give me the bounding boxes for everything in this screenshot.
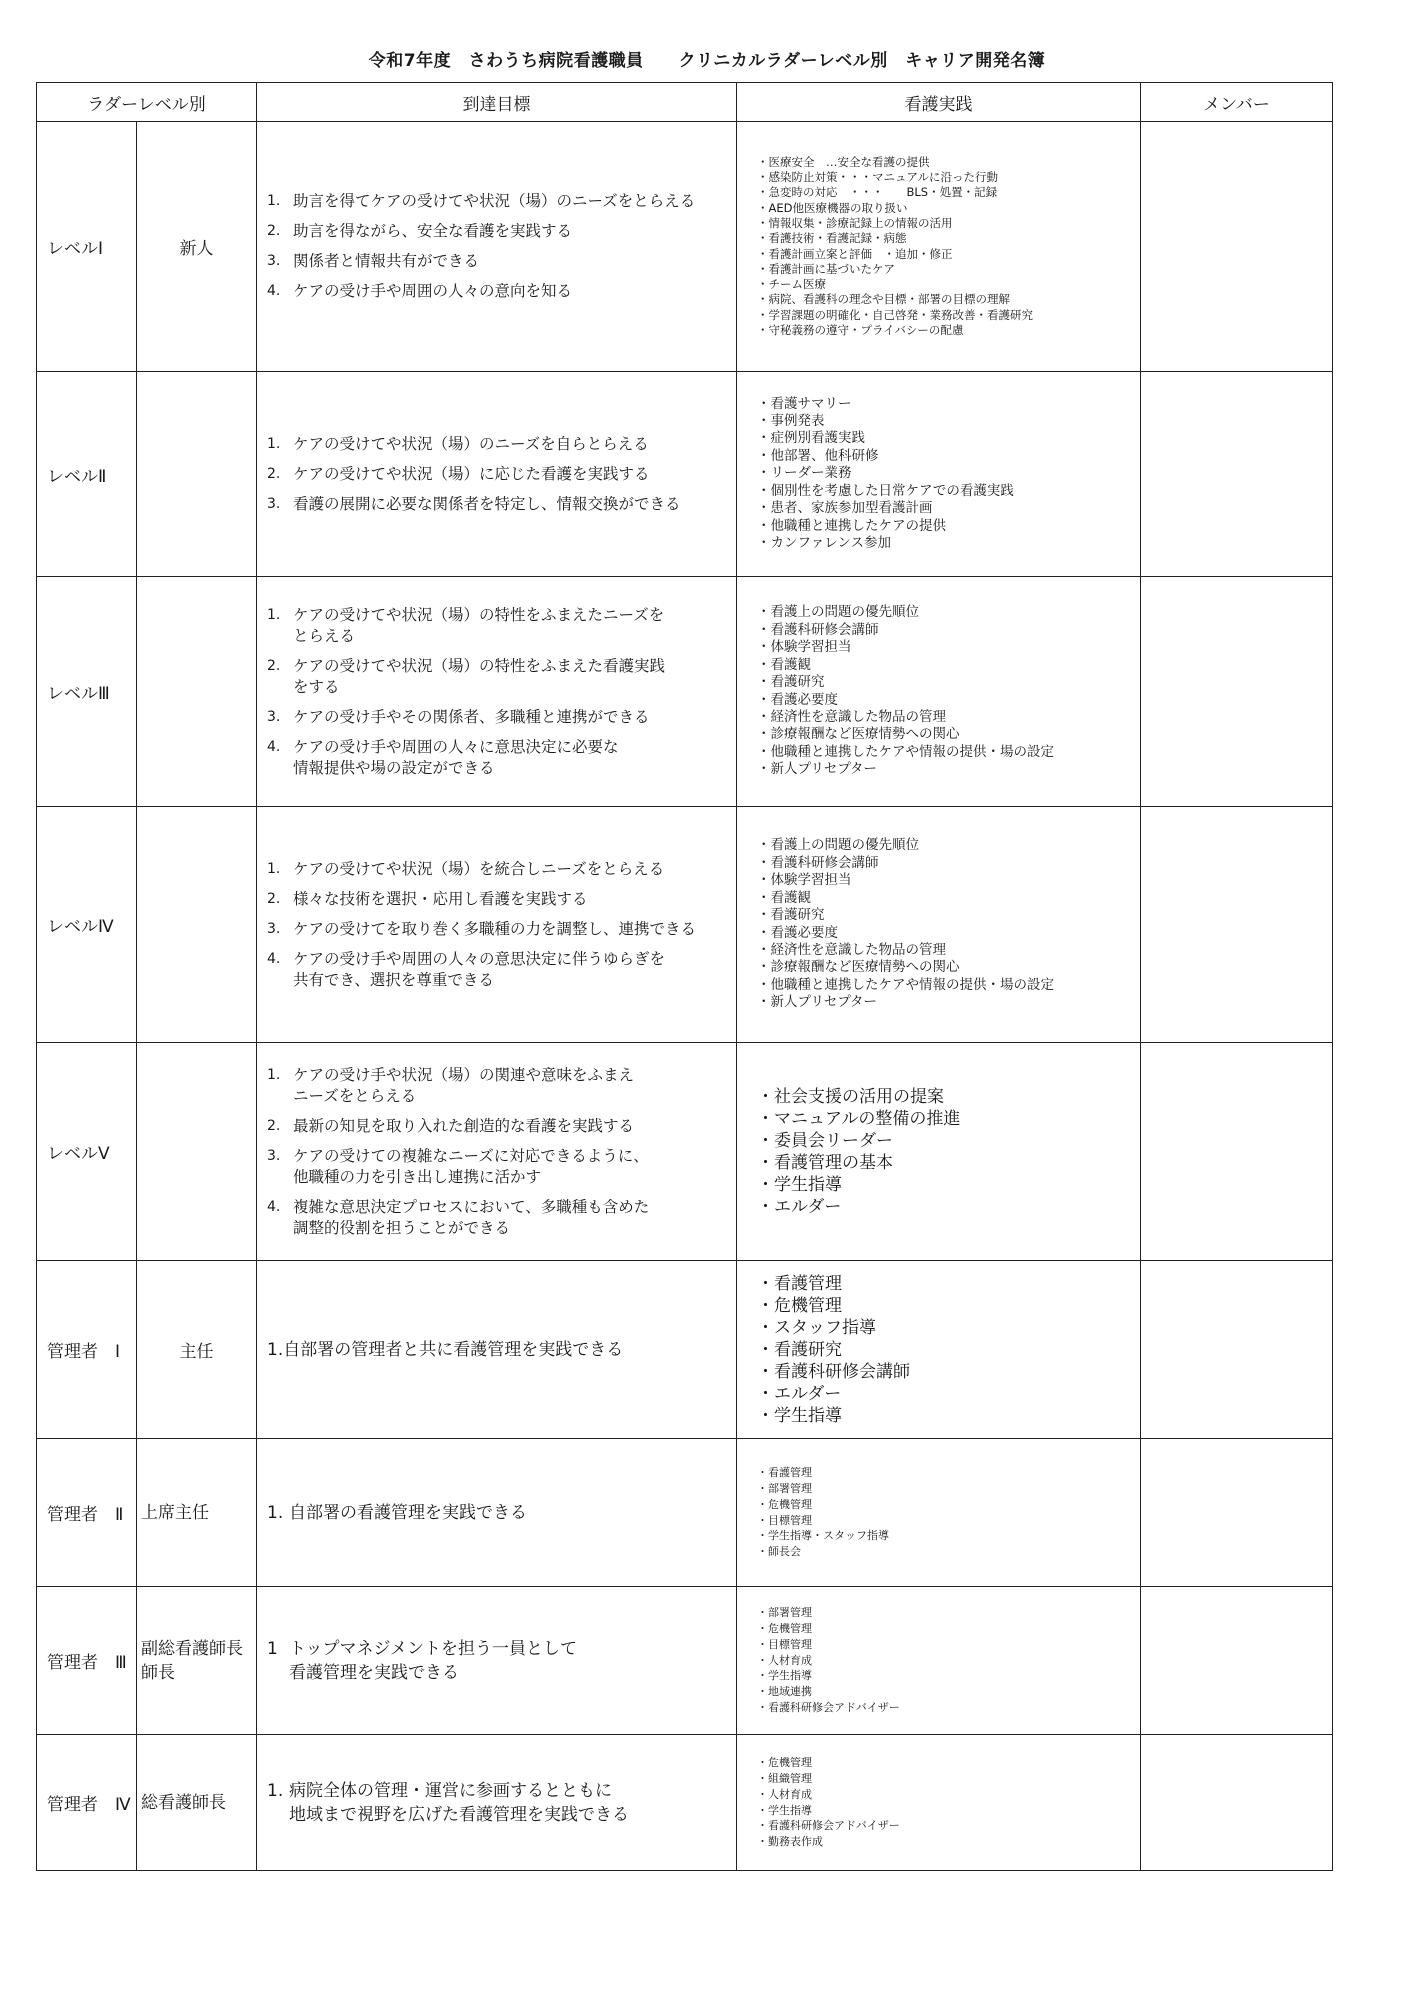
- practice-item: ・看護計画に基づいたケア: [757, 261, 895, 276]
- goal-number: 1.: [267, 1502, 284, 1523]
- goal-number: 1.: [267, 435, 281, 452]
- member-cell[interactable]: [1141, 807, 1333, 1043]
- goal-text: ケアの受けてを取り巻く多職種の力を調整し、連携できる: [293, 919, 697, 938]
- level-role: 総看護師長: [137, 1735, 257, 1871]
- goal-item: [267, 1116, 730, 1137]
- goal-text: 1.自部署の管理者と共に看護管理を実践できる: [267, 1339, 624, 1360]
- goal-item: [267, 251, 730, 272]
- ladder-row: [37, 1043, 1333, 1261]
- header-goal: 到達目標: [257, 83, 737, 122]
- ladder-row: [37, 122, 1333, 372]
- practice-item: ・学生指導: [757, 1803, 812, 1817]
- practice-item: ・エルダー: [757, 1196, 842, 1217]
- practice-item: ・目標管理: [757, 1513, 812, 1527]
- practice-item: ・看護科研修会講師: [757, 621, 879, 638]
- level-name: レベルⅤ: [37, 1043, 137, 1261]
- header-row: [37, 83, 1333, 122]
- goal-number: 1.: [267, 606, 281, 623]
- goal-cell: [257, 577, 737, 807]
- practice-item: ・地域連携: [757, 1685, 812, 1699]
- practice-item: ・看護観: [757, 889, 811, 906]
- level-name: 管理者 Ⅱ: [37, 1439, 137, 1587]
- practice-item: ・新人プリセプター: [757, 761, 877, 778]
- goal-text: ケアの受け手や周囲の人々に意思決定に必要な 情報提供や場の設定ができる: [293, 737, 619, 777]
- practice-item: ・リーダー業務: [757, 465, 852, 482]
- practice-item: ・AED他医療機器の取り扱い: [757, 200, 908, 215]
- goal-text: 助言を得ながら、安全な看護を実践する: [293, 222, 573, 240]
- member-cell[interactable]: [1141, 577, 1333, 807]
- goal-number: 2.: [267, 223, 281, 239]
- practice-item: ・部署管理: [757, 1481, 812, 1495]
- practice-item: ・学生指導: [757, 1669, 812, 1683]
- practice-item: ・他部署、他科研修: [757, 447, 879, 464]
- goal-number: 1.: [267, 1780, 284, 1801]
- goal-item: [267, 1338, 730, 1362]
- header-member: メンバー: [1141, 83, 1333, 122]
- member-cell[interactable]: [1141, 122, 1333, 372]
- practice-item: ・看護必要度: [757, 924, 838, 941]
- level-role: 上席主任: [137, 1439, 257, 1587]
- practice-item: ・師長会: [757, 1545, 801, 1559]
- level-role: [137, 372, 257, 577]
- practice-cell: [737, 1587, 1141, 1735]
- goal-cell: [257, 372, 737, 577]
- goal-text: ケアの受け手や周囲の人々の意向を知る: [293, 282, 573, 300]
- practice-item: ・スタッフ指導: [757, 1317, 876, 1338]
- level-name: レベルⅣ: [37, 807, 137, 1043]
- goal-text: 複雑な意思決定プロセスにおいて、多職種も含めた 調整的役割を担うことができる: [293, 1197, 650, 1237]
- goal-text: 助言を得てケアの受けてや状況（場）のニーズをとらえる: [293, 192, 696, 210]
- goal-item: [267, 1197, 730, 1239]
- practice-item: ・診療報酬など医療情勢への関心: [757, 959, 960, 976]
- practice-item: ・経済性を意識した物品の管理: [757, 708, 946, 725]
- goal-item: [267, 281, 730, 302]
- goal-cell: [257, 807, 737, 1043]
- level-name: 管理者 Ⅳ: [37, 1735, 137, 1871]
- ladder-row: [37, 577, 1333, 807]
- goal-item: [267, 434, 730, 455]
- goal-item: [267, 191, 730, 212]
- goal-cell: [257, 1735, 737, 1871]
- level-role: [137, 1043, 257, 1261]
- goal-text: ケアの受けてや状況（場）のニーズを自らとらえる: [293, 434, 649, 453]
- practice-item: ・他職種と連携したケアや情報の提供・場の設定: [757, 976, 1054, 993]
- practice-item: ・看護管理の基本: [757, 1152, 893, 1173]
- practice-item: ・学生指導: [757, 1174, 842, 1195]
- goal-number: 2.: [267, 1117, 281, 1134]
- goal-text: 病院全体の管理・運営に参画するとともに 地域まで視野を広げた看護管理を実践できる: [289, 1780, 629, 1825]
- practice-item: ・症例別看護実践: [757, 430, 865, 447]
- practice-item: ・看護研究: [757, 674, 825, 691]
- ladder-row: [37, 1261, 1333, 1439]
- practice-item: ・エルダー: [757, 1383, 842, 1404]
- practice-item: ・診療報酬など医療情勢への関心: [757, 726, 960, 743]
- ladder-row: [37, 807, 1333, 1043]
- goal-text: ケアの受け手や状況（場）の関連や意味をふまえ ニーズをとらえる: [293, 1065, 635, 1105]
- goal-text: 看護の展開に必要な関係者を特定し、情報交換ができる: [293, 494, 681, 513]
- ladder-row: [37, 1735, 1333, 1871]
- level-role: 新人: [137, 122, 257, 372]
- practice-cell: [737, 807, 1141, 1043]
- practice-item: ・学習課題の明確化・自己啓発・業務改善・看護研究: [757, 307, 1033, 322]
- ladder-row: [37, 1439, 1333, 1587]
- practice-cell: [737, 577, 1141, 807]
- practice-item: ・看護研究: [757, 907, 825, 924]
- practice-item: ・学生指導: [757, 1405, 842, 1426]
- goal-item: [267, 464, 730, 485]
- practice-cell: [737, 1261, 1141, 1439]
- goal-item: [267, 949, 730, 991]
- goal-text: 最新の知見を取り入れた創造的な看護を実践する: [293, 1116, 635, 1135]
- goal-item: [267, 1146, 730, 1188]
- goal-item: [267, 737, 730, 779]
- practice-item: ・看護上の問題の優先順位: [757, 837, 919, 854]
- member-cell[interactable]: [1141, 1735, 1333, 1871]
- goal-text: 関係者と情報共有ができる: [293, 252, 480, 270]
- level-role: 副総看護師長 師長: [137, 1587, 257, 1735]
- practice-item: ・委員会リーダー: [757, 1130, 893, 1151]
- practice-item: ・体験学習担当: [757, 639, 852, 656]
- practice-item: ・マニュアルの整備の推進: [757, 1108, 961, 1129]
- practice-item: ・看護管理: [757, 1273, 842, 1294]
- practice-item: ・看護技術・看護記録・病態: [757, 231, 907, 246]
- goal-text: ケアの受け手や周囲の人々の意思決定に伴うゆらぎを 共有でき、選択を尊重できる: [293, 949, 666, 989]
- practice-cell: [737, 1735, 1141, 1871]
- practice-item: ・チーム医療: [757, 277, 826, 292]
- goal-number: 4.: [267, 283, 281, 299]
- goal-cell: [257, 1043, 737, 1261]
- goal-cell: [257, 1439, 737, 1587]
- goal-item: [267, 1501, 730, 1525]
- practice-item: ・他職種と連携したケアの提供: [757, 517, 946, 534]
- practice-item: ・感染防止対策・・・マニュアルに沿った行動: [757, 170, 999, 185]
- level-name: 管理者 Ⅲ: [37, 1587, 137, 1735]
- goal-number: 1.: [267, 1066, 281, 1083]
- practice-item: ・社会支援の活用の提案: [757, 1086, 944, 1107]
- practice-item: ・看護観: [757, 656, 811, 673]
- practice-item: ・危機管理: [757, 1497, 812, 1511]
- goal-text: ケアの受けての複雑なニーズに対応できるように、 他職種の力を引き出し連携に活かす: [293, 1146, 649, 1186]
- level-role: 主任: [137, 1261, 257, 1439]
- goal-cell: [257, 1261, 737, 1439]
- practice-item: ・看護必要度: [757, 691, 838, 708]
- page-title: 令和7年度 さわうち病院看護職員 クリニカルラダーレベル別 キャリア開発名簿: [368, 51, 1046, 71]
- level-role: [137, 577, 257, 807]
- goal-item: [267, 859, 730, 880]
- practice-item: ・カンファレンス参加: [757, 534, 891, 551]
- practice-item: ・医療安全 …安全な看護の提供: [757, 154, 930, 169]
- practice-item: ・事例発表: [757, 413, 825, 430]
- member-cell[interactable]: [1141, 1043, 1333, 1261]
- goal-cell: [257, 122, 737, 372]
- goal-number: 4.: [267, 950, 281, 967]
- practice-cell: [737, 372, 1141, 577]
- ladder-row: [37, 1587, 1333, 1735]
- goal-number: 3.: [267, 920, 281, 937]
- practice-item: ・看護科研修会アドバイザー: [757, 1819, 900, 1833]
- practice-item: ・危機管理: [757, 1295, 842, 1316]
- goal-item: [267, 605, 730, 647]
- goal-item: [267, 656, 730, 698]
- practice-item: ・情報収集・診療記録上の情報の活用: [757, 215, 953, 230]
- goal-text: 様々な技術を選択・応用し看護を実践する: [293, 889, 588, 908]
- practice-item: ・危機管理: [757, 1756, 812, 1770]
- member-cell[interactable]: [1141, 1587, 1333, 1735]
- practice-item: ・勤務表作成: [757, 1835, 823, 1849]
- practice-item: ・看護上の問題の優先順位: [757, 604, 919, 621]
- goal-number: 2.: [267, 890, 281, 907]
- goal-number: 1.: [267, 193, 281, 209]
- goal-item: [267, 1779, 730, 1827]
- goal-number: 3.: [267, 495, 281, 512]
- practice-item: ・看護科研修会講師: [757, 1361, 910, 1382]
- practice-item: ・急変時の対応 ・・・ BLS・処置・記録: [757, 185, 998, 200]
- practice-cell: [737, 122, 1141, 372]
- practice-item: ・看護サマリー: [757, 395, 852, 412]
- level-role: [137, 807, 257, 1043]
- practice-item: ・組織管理: [757, 1771, 812, 1785]
- practice-item: ・他職種と連携したケアや情報の提供・場の設定: [757, 743, 1054, 760]
- goal-item: [267, 707, 730, 728]
- goal-item: [267, 494, 730, 515]
- goal-number: 2.: [267, 465, 281, 482]
- goal-text: ケアの受けてや状況（場）に応じた看護を実践する: [293, 464, 650, 483]
- goal-text: ケアの受け手やその関係者、多職種と連携ができる: [293, 707, 650, 726]
- goal-number: 2.: [267, 657, 281, 674]
- goal-number: 4.: [267, 1198, 281, 1215]
- member-cell[interactable]: [1141, 1439, 1333, 1587]
- practice-item: ・危機管理: [757, 1622, 812, 1635]
- practice-item: ・個別性を考慮した日常ケアでの看護実践: [757, 482, 1014, 499]
- goal-number: 1: [267, 1638, 278, 1659]
- ladder-table: [36, 82, 1333, 1871]
- header-practice: 看護実践: [737, 83, 1141, 122]
- level-name: レベルⅢ: [37, 577, 137, 807]
- goal-text: トップマネジメントを担う一員として 看護管理を実践できる: [289, 1638, 577, 1683]
- level-name: 管理者 Ⅰ: [37, 1261, 137, 1439]
- practice-item: ・看護研究: [757, 1339, 842, 1360]
- practice-item: ・病院、看護科の理念や目標・部署の目標の理解: [757, 292, 1010, 307]
- level-name: レベルⅠ: [37, 122, 137, 372]
- practice-cell: [737, 1043, 1141, 1261]
- ladder-row: [37, 372, 1333, 577]
- member-cell[interactable]: [1141, 372, 1333, 577]
- goal-number: 1.: [267, 860, 281, 877]
- goal-text: ケアの受けてや状況（場）を統合しニーズをとらえる: [293, 859, 665, 878]
- practice-item: ・看護管理: [757, 1466, 812, 1480]
- goal-cell: [257, 1587, 737, 1735]
- practice-item: ・人材育成: [757, 1653, 812, 1667]
- practice-item: ・守秘義務の遵守・プライバシーの配慮: [757, 322, 964, 337]
- goal-number: 3.: [267, 708, 281, 725]
- goal-item: [267, 1637, 730, 1685]
- practice-item: ・看護科研修会講師: [757, 854, 879, 871]
- practice-cell: [737, 1439, 1141, 1587]
- practice-item: ・人材育成: [757, 1787, 812, 1801]
- member-cell[interactable]: [1141, 1261, 1333, 1439]
- practice-item: ・体験学習担当: [757, 872, 852, 889]
- goal-text: ケアの受けてや状況（場）の特性をふまえたニーズを とらえる: [293, 605, 665, 645]
- goal-item: [267, 889, 730, 910]
- goal-text: 自部署の看護管理を実践できる: [289, 1502, 527, 1523]
- practice-item: ・学生指導・スタッフ指導: [757, 1529, 889, 1543]
- practice-item: ・部署管理: [757, 1606, 812, 1620]
- practice-item: ・患者、家族参加型看護計画: [757, 500, 933, 517]
- goal-text: ケアの受けてや状況（場）の特性をふまえた看護実践 をする: [293, 656, 666, 696]
- goal-item: [267, 221, 730, 242]
- practice-item: ・看護科研修会アドバイザー: [757, 1700, 900, 1714]
- level-name: レベルⅡ: [37, 372, 137, 577]
- goal-number: 4.: [267, 738, 281, 755]
- practice-item: ・目標管理: [757, 1637, 812, 1651]
- practice-item: ・看護計画立案と評価 ・追加・修正: [757, 246, 953, 261]
- header-ladder-level: ラダーレベル別: [37, 83, 257, 122]
- practice-item: ・新人プリセプター: [757, 994, 877, 1011]
- goal-number: 3.: [267, 253, 281, 269]
- goal-item: [267, 919, 730, 940]
- practice-item: ・経済性を意識した物品の管理: [757, 941, 946, 958]
- goal-number: 3.: [267, 1147, 281, 1164]
- goal-item: [267, 1065, 730, 1107]
